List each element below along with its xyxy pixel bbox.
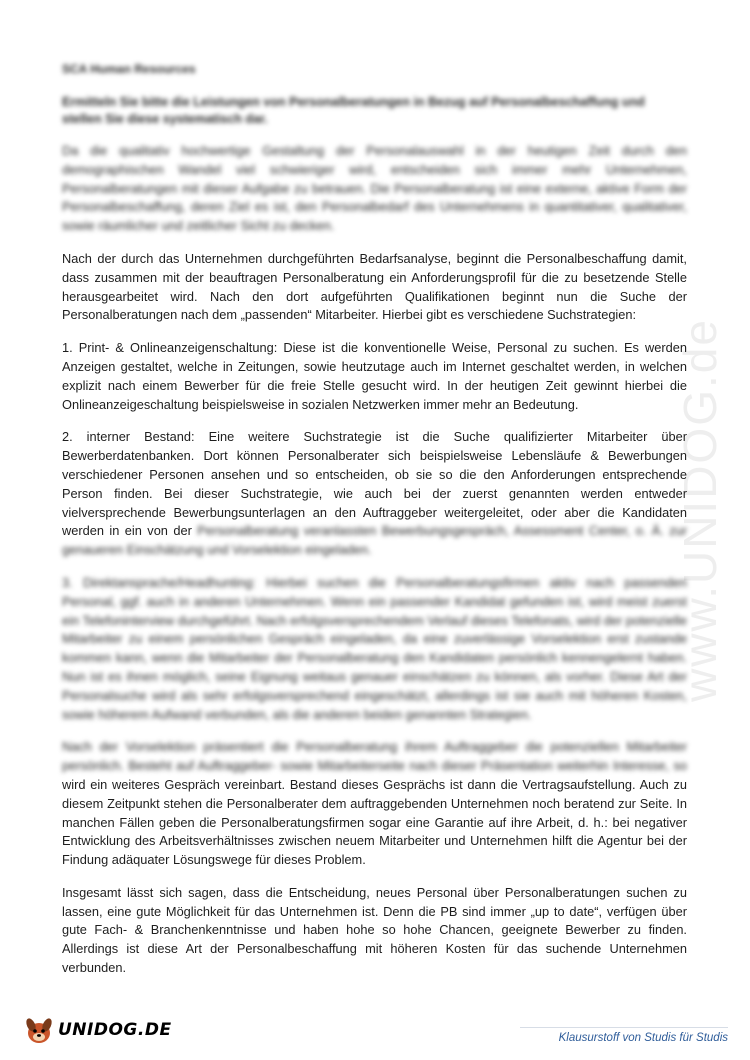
paragraph-contract-blurred: Nach der Vorselektion präsentiert die Personalberatung ihrem Auftraggeber die potenziellen Mitarbeiter persönlich. Besteht auf Auftraggeber- sowie Mitarbeiterseite nach dieser Präsentation weiterhin Interesse, so xyxy=(62,739,687,774)
logo-text: UNIDOG.DE xyxy=(58,1020,172,1040)
document-title: Ermitteln Sie bitte die Leistungen von Personalberatungen in Bezug auf Personalbeschaffung und stellen Sie diese systematisch dar. xyxy=(62,95,645,126)
paragraph-conclusion: Insgesamt lässt sich sagen, dass die Entscheidung, neues Personal über Personalberatungen suchen zu lassen, eine gute Möglichkeit für das Unternehmen ist. Denn die PB sind immer „up to date“, verfügen über gute Fach- & Branchenkenntnisse und haben hohe so hohe Chancen, geeignete Bewerber zu finden. Allerdings ist diese Art der Personalbeschaffung mit höheren Kosten für das suchende Unternehmen verbunden. xyxy=(62,884,687,976)
paragraph-internal-pool xyxy=(62,428,687,560)
paragraph-requirements: Nach der durch das Unternehmen durchgeführten Bedarfsanalyse, beginnt die Personalbeschaffung damit, dass zusammen mit der beauftragen Personalberatung ein Anforderungsprofil für die zu besetzende Stelle herausgearbeitet wird. Nach den dort aufgeführten Qualifikationen beginnt nun die Suche der Personalberatungen nach dem „passenden“ Mitarbeiter. Hierbei gibt es verschiedene Suchstrategien: xyxy=(62,250,687,323)
dog-icon xyxy=(22,1013,56,1047)
paragraph-internal-pool-blurred: Personalberatung veranlassten Bewerbungsgespräch, Assessment Center, o. Ä. zur genaueren Einschätzung und Vorselektion eingeladen. xyxy=(62,523,687,558)
paragraph-contract-visible: wird ein weiteres Gespräch vereinbart. Bestand dieses Gesprächs ist dann die Vertragsaufstellung. Auch zu diesem Zeitpunkt stehen die Personalberater dem auftraggebenden Unternehmen noch beratend zur Seite. In manchen Fällen geben die Personalberatungsfirmen sogar eine Garantie auf ihre Arbeit, d. h.: bei negativer Entwicklung des Arbeitsverhältnisses zwischen neuem Mitarbeiter und Unternehmen hilft die Agentur bei der Findung adäquater Lösungswege für dieses Problem. xyxy=(62,776,687,868)
paragraph-contract xyxy=(62,738,687,870)
footer-divider xyxy=(520,1027,728,1028)
intro-paragraph: Da die qualitativ hochwertige Gestaltung der Personalauswahl in der heutigen Zeit durch den demographischen Wandel viel schwieriger wird, entscheiden sich immer mehr Unternehmen, Personalberatungen mit dieser Aufgabe zu betrauen. Die Personalberatung ist eine externe, aktive Form der Personalbeschaffung, deren Ziel es ist, den Personalbedarf des Unternehmens in quantitativer, qualitativer, sowie räumlicher und zeitlicher Sicht zu decken. xyxy=(62,143,687,234)
paragraph-print-online: 1. Print- & Onlineanzeigenschaltung: Diese ist die konventionelle Weise, Personal zu suchen. Es werden Anzeigen gestaltet, welche in Zeitungen, sowie heutzutage auch im Internet geschaltet werden, in welchen explizit nach einem Bewerber für die freie Stelle gesucht wird. In der heutigen Zeit gewinnt hierbei die Onlineanzeigeschaltung beispielsweise in sozialen Netzwerken immer mehr an Bedeutung. xyxy=(62,340,687,412)
paragraph-internal-pool-visible: 2. interner Bestand: Eine weitere Suchstrategie ist die Suche qualifizierter Mitarbeiter über Bewerberdatenbanken. Dort können Personalberater sich beispielsweise Lebensläufe & Bewerbungen verschiedener Personen ansehen und so entscheiden, ob sie so die den Anforderungen entsprechende Person finden. Bei dieser Suchstrategie, wie auch bei der zuerst genannten werden entweder vielversprechende Bewerbungsunterlagen an den Auftraggeber weitergeleitet, oder aber die Kandidaten werden in ein von der xyxy=(62,429,687,539)
document-header: SCA Human Resources xyxy=(62,62,196,76)
footer-slogan: Klausurstoff von Studis für Studis xyxy=(558,1032,728,1044)
watermark-text: www.UNIDOG.de xyxy=(674,318,727,702)
paragraph-headhunting: 3. Direktansprache/Headhunting: Hierbei suchen die Personalberatungsfirmen aktiv nach passenden Personal, ggf. auch in anderen Unternehmen. Wenn ein passender Kandidat gefunden ist, wird meist zuerst ein Telefoninterview durchgeführt. Nach erfolgsversprechendem Verlauf dieses Telefonats, wird der potenzielle Mitarbeiter zu einem persönlichen Gespräch eingeladen, da eine zuverlässige Vorselektion erst zustande kommen kann, wenn die Mitarbeiter der Personalberatung den Kandidaten persönlich kennengelernt haben. Nun ist es ihnen möglich, seine Eignung weitaus genauer einschätzen zu können, als vorher. Diese Art der Personalsuche wird als sehr erfolgsversprechend eingeschätzt, allerdings ist sie auch mit höheren Kosten, sowie höherem Aufwand verbunden, als die anderen beiden genannten Strategien. xyxy=(62,574,687,722)
document-content xyxy=(62,62,687,992)
unidog-logo[interactable] xyxy=(22,1010,182,1050)
